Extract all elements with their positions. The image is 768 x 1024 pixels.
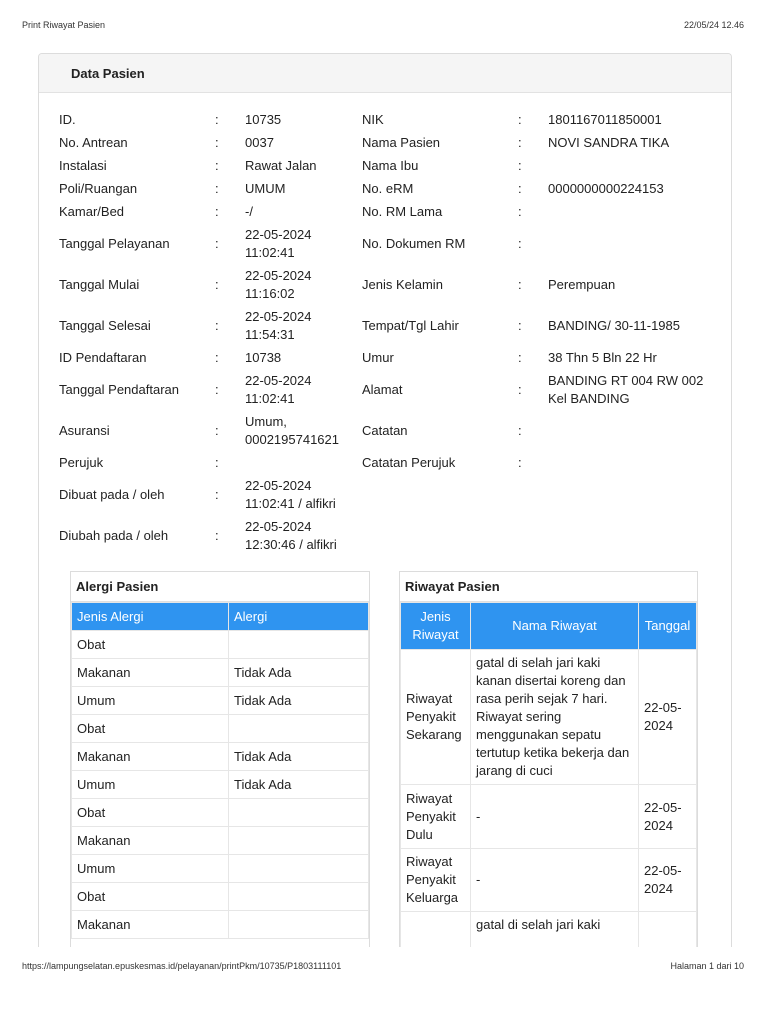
allergy-value-cell — [229, 715, 369, 743]
patient-label: No. eRM — [362, 180, 414, 196]
patient-value — [548, 474, 719, 515]
patient-value: UMUM — [245, 180, 286, 196]
patient-colon: : — [215, 235, 219, 251]
patient-value: 22-05-2024 11:02:41 / alfikri — [245, 477, 336, 511]
patient-value: 0000000000224153 — [548, 180, 664, 196]
patient-colon: : — [215, 486, 219, 502]
patient-colon: : — [215, 203, 219, 219]
patient-label: Catatan Perujuk — [362, 454, 456, 470]
patient-colon: : — [215, 180, 219, 196]
patient-colon: : — [518, 235, 522, 251]
patient-value: BANDING/ 30-11-1985 — [548, 317, 680, 333]
patient-label: Poli/Ruangan — [59, 180, 138, 196]
print-header — [22, 20, 744, 30]
history-type-cell — [401, 912, 471, 948]
history-title: Riwayat Pasien — [400, 572, 697, 602]
patient-colon: : — [215, 134, 219, 150]
patient-label: Jenis Kelamin — [362, 276, 443, 292]
patient-value: 22-05-2024 11:54:31 — [245, 308, 312, 342]
patient-colon: : — [518, 157, 522, 173]
allergy-value-cell — [229, 855, 369, 883]
patient-value: -/ — [245, 203, 253, 219]
patient-label: Nama Pasien — [362, 134, 441, 150]
card-title: Data Pasien — [39, 54, 731, 93]
patient-colon: : — [518, 454, 522, 470]
patient-colon: : — [215, 527, 219, 543]
patient-label: ID Pendaftaran — [59, 349, 147, 365]
allergy-value-cell: Tidak Ada — [229, 659, 369, 687]
history-header-date: Tanggal — [639, 603, 697, 650]
patient-data-card — [38, 53, 732, 947]
patient-colon: : — [215, 157, 219, 173]
patient-value: 1801167011850001 — [548, 111, 662, 127]
patient-colon: : — [215, 111, 219, 127]
allergy-value-cell — [229, 631, 369, 659]
patient-colon: : — [518, 349, 522, 365]
patient-colon — [518, 515, 548, 556]
allergy-row — [72, 743, 369, 771]
patient-value: 22-05-2024 12:30:46 / alfikri — [245, 518, 337, 552]
print-title: Print Riwayat Pasien — [22, 20, 106, 30]
history-date-cell: 22-05- 2024 — [639, 785, 697, 849]
patient-colon: : — [215, 276, 219, 292]
history-card — [399, 571, 698, 947]
patient-value: 22-05-2024 11:02:41 — [245, 226, 312, 260]
allergy-header-allergy: Alergi — [229, 603, 369, 631]
allergy-type-cell: Umum — [72, 771, 229, 799]
patient-label — [362, 515, 518, 556]
patient-value: 0037 — [245, 134, 274, 150]
patient-value: Rawat Jalan — [245, 157, 317, 173]
allergy-value-cell — [229, 799, 369, 827]
allergy-row — [72, 911, 369, 939]
patient-label: Umur — [362, 349, 394, 365]
patient-value: Umum, 0002195741621 — [245, 413, 339, 447]
allergy-title: Alergi Pasien — [71, 572, 369, 602]
history-type-cell: Riwayat Penyakit Dulu — [401, 785, 471, 849]
patient-value — [548, 154, 719, 177]
patient-colon: : — [518, 381, 522, 397]
allergy-row — [72, 659, 369, 687]
patient-value — [548, 515, 719, 556]
allergy-value-cell: Tidak Ada — [229, 771, 369, 799]
patient-colon: : — [518, 422, 522, 438]
allergy-table — [71, 602, 369, 939]
history-header-name: Nama Riwayat — [471, 603, 639, 650]
patient-value — [245, 451, 362, 474]
patient-label: ID. — [59, 111, 76, 127]
allergy-value-cell — [229, 827, 369, 855]
allergy-row — [72, 855, 369, 883]
allergy-value-cell: Tidak Ada — [229, 743, 369, 771]
patient-colon: : — [215, 422, 219, 438]
allergy-type-cell: Umum — [72, 687, 229, 715]
allergy-value-cell — [229, 911, 369, 939]
patient-label: Tanggal Mulai — [59, 276, 140, 292]
patient-colon: : — [215, 454, 219, 470]
patient-value — [548, 223, 719, 264]
patient-label: Tempat/Tgl Lahir — [362, 317, 459, 333]
patient-value — [548, 410, 719, 451]
patient-value: Perempuan — [548, 276, 616, 292]
allergy-row — [72, 631, 369, 659]
patient-label: No. RM Lama — [362, 203, 443, 219]
history-name-cell: - — [471, 785, 639, 849]
history-row — [401, 849, 697, 912]
patient-label: Nama Ibu — [362, 157, 419, 173]
history-name-cell: gatal di selah jari kaki — [471, 912, 639, 948]
patient-label — [362, 474, 518, 515]
allergy-row — [72, 827, 369, 855]
history-row — [401, 912, 697, 948]
patient-value: 10735 — [245, 111, 282, 127]
patient-label: Diubah pada / oleh — [59, 527, 169, 543]
history-date-cell: 22-05- 2024 — [639, 650, 697, 785]
allergy-card — [70, 571, 370, 947]
patient-value: 22-05-2024 11:16:02 — [245, 267, 312, 301]
allergy-row — [72, 771, 369, 799]
patient-label: Instalasi — [59, 157, 107, 173]
allergy-type-cell: Makanan — [72, 911, 229, 939]
patient-label: Alamat — [362, 381, 403, 397]
print-datetime: 22/05/24 12.46 — [683, 20, 744, 30]
patient-label: Tanggal Pelayanan — [59, 235, 170, 251]
patient-label: Asuransi — [59, 422, 110, 438]
allergy-type-cell: Obat — [72, 883, 229, 911]
history-date-cell — [639, 912, 697, 948]
patient-value: 10738 — [245, 349, 282, 365]
patient-colon: : — [518, 317, 522, 333]
patient-label: Catatan — [362, 422, 408, 438]
patient-label: Dibuat pada / oleh — [59, 486, 165, 502]
history-table — [400, 602, 697, 947]
patient-label: Tanggal Selesai — [59, 317, 151, 333]
patient-colon: : — [518, 134, 522, 150]
patient-label: NIK — [362, 111, 384, 127]
page-url: https://lampungselatan.epuskesmas.id/pelayanan/printPkm/10735/P1803111101 — [22, 961, 342, 971]
print-footer — [22, 961, 744, 971]
patient-label: Tanggal Pendaftaran — [59, 381, 179, 397]
patient-colon: : — [215, 381, 219, 397]
patient-value: 38 Thn 5 Bln 22 Hr — [548, 349, 657, 365]
patient-value — [548, 451, 719, 474]
history-date-cell: 22-05- 2024 — [639, 849, 697, 912]
allergy-type-cell: Obat — [72, 799, 229, 827]
history-row — [401, 785, 697, 849]
allergy-type-cell: Umum — [72, 855, 229, 883]
patient-label: Perujuk — [59, 454, 104, 470]
history-name-cell: - — [471, 849, 639, 912]
history-header-type: Jenis Riwayat — [401, 603, 471, 650]
allergy-row — [72, 715, 369, 743]
patient-value: BANDING RT 004 RW 002 Kel BANDING — [548, 372, 704, 406]
patient-colon — [518, 474, 548, 515]
patient-info-grid — [59, 108, 719, 556]
allergy-type-cell: Makanan — [72, 743, 229, 771]
allergy-row — [72, 799, 369, 827]
allergy-header-type: Jenis Alergi — [72, 603, 229, 631]
patient-value: 22-05-2024 11:02:41 — [245, 372, 312, 406]
patient-label: No. Antrean — [59, 134, 128, 150]
history-type-cell: Riwayat Penyakit Sekarang — [401, 650, 471, 785]
page-number: Halaman 1 dari 10 — [670, 961, 744, 971]
allergy-type-cell: Makanan — [72, 659, 229, 687]
patient-colon: : — [518, 180, 522, 196]
patient-value: NOVI SANDRA TIKA — [548, 134, 670, 150]
patient-value — [548, 200, 719, 223]
allergy-row — [72, 883, 369, 911]
allergy-type-cell: Obat — [72, 631, 229, 659]
patient-label: Kamar/Bed — [59, 203, 125, 219]
allergy-value-cell: Tidak Ada — [229, 687, 369, 715]
allergy-value-cell — [229, 883, 369, 911]
allergy-type-cell: Obat — [72, 715, 229, 743]
patient-colon: : — [215, 349, 219, 365]
patient-colon: : — [518, 203, 522, 219]
patient-colon: : — [215, 317, 219, 333]
allergy-row — [72, 687, 369, 715]
history-row — [401, 650, 697, 785]
patient-colon: : — [518, 276, 522, 292]
history-name-cell: gatal di selah jari kaki kanan disertai koreng dan rasa perih sejak 7 hari. Riwayat sering menggunakan sepatu tertutup ketika bekerja dan jarang di cuci — [471, 650, 639, 785]
allergy-type-cell: Makanan — [72, 827, 229, 855]
history-type-cell: Riwayat Penyakit Keluarga — [401, 849, 471, 912]
patient-colon: : — [518, 111, 522, 127]
patient-label: No. Dokumen RM — [362, 235, 466, 251]
